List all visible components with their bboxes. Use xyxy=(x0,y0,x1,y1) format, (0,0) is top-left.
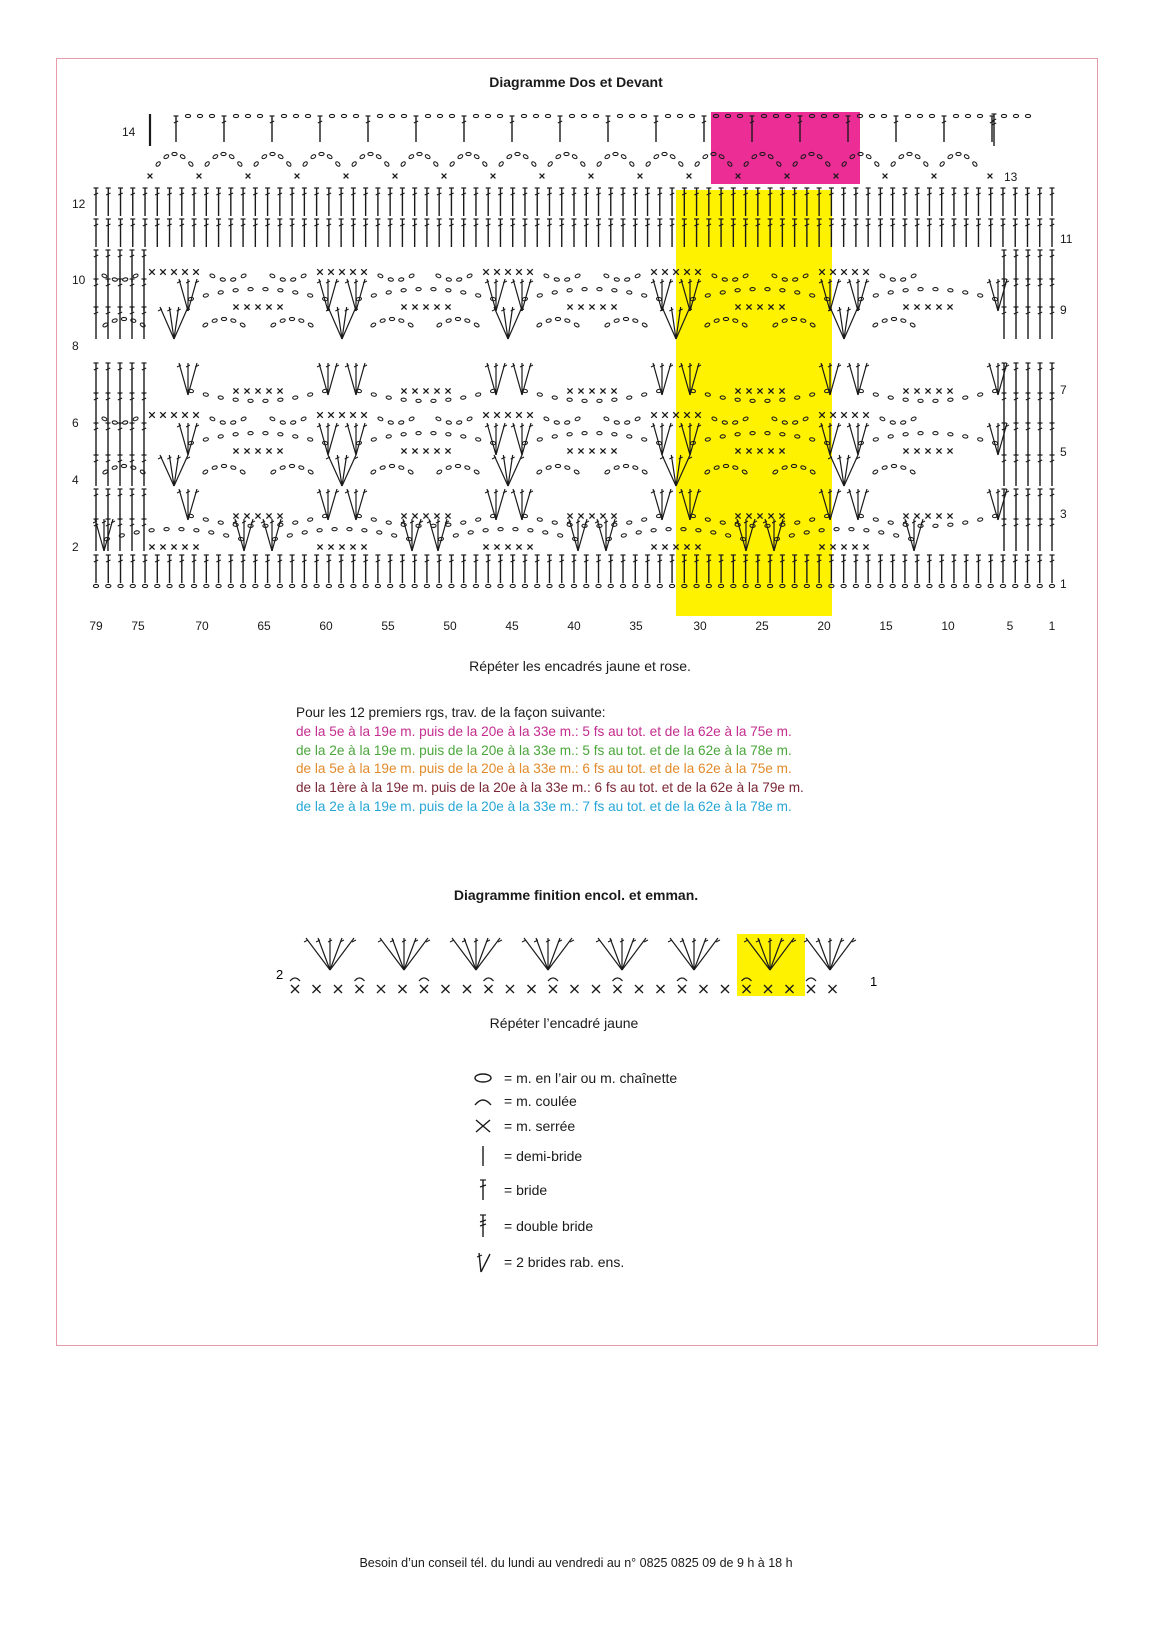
crochet-chart-back-front xyxy=(0,0,1152,640)
row-number-right: 13 xyxy=(1004,170,1018,184)
row-number-right: 5 xyxy=(1060,445,1067,459)
legend-label: = demi-bride xyxy=(504,1148,583,1164)
row-number-left: 12 xyxy=(72,197,86,211)
stitch-number-label: 1 xyxy=(1048,619,1056,633)
stitch-number-label: 35 xyxy=(629,619,643,633)
dc2tog-icon xyxy=(470,1250,496,1274)
row-number-right: 11 xyxy=(1060,232,1073,246)
row-number-left: 10 xyxy=(72,273,86,287)
row-labels-right xyxy=(1004,170,1073,591)
instruction-line: de la 1ère à la 19e m. puis de la 20e à la 33e m.: 6 fs au tot. et de la 62e à la 79e m. xyxy=(296,780,804,796)
legend-item xyxy=(470,1250,624,1274)
row-number-left: 6 xyxy=(72,416,79,430)
instructions-size-lines xyxy=(296,723,804,817)
double-crochet-icon xyxy=(470,1178,496,1202)
instruction-line: de la 2e à la 19e m. puis de la 20e à la 33e m.: 5 fs au tot. et de la 62e à la 78e m. xyxy=(296,742,792,758)
stitch-number-label: 55 xyxy=(381,619,395,633)
row-number-left: 14 xyxy=(122,125,136,139)
row-number-left: 4 xyxy=(72,473,79,487)
row-number-right: 9 xyxy=(1060,303,1067,317)
diagram-2-title: Diagramme finition encol. et emman. xyxy=(453,887,699,903)
legend-label: = double bride xyxy=(504,1218,594,1234)
finishing-row-label-left: 2 xyxy=(276,967,284,982)
crochet-chart-finishing xyxy=(0,920,1152,1000)
chain-stitch-icon xyxy=(470,1066,496,1090)
single-crochet-icon xyxy=(470,1114,496,1138)
row-number-right: 3 xyxy=(1060,507,1067,521)
instruction-line: de la 5e à la 19e m. puis de la 20e à la 33e m.: 5 fs au tot. et de la 62e à la 75e m. xyxy=(296,723,792,739)
treble-crochet-icon xyxy=(470,1214,496,1238)
row-number-right: 1 xyxy=(1060,577,1067,591)
legend-label: = m. serrée xyxy=(504,1118,576,1134)
stitch-number-label: 60 xyxy=(319,619,333,633)
repeat-box-yellow xyxy=(676,190,832,616)
legend-label: = bride xyxy=(504,1182,548,1198)
stitch-number-label: 5 xyxy=(1006,619,1014,633)
row-labels-left xyxy=(72,125,136,554)
stitch-rows xyxy=(93,114,1055,588)
stitch-number-label: 20 xyxy=(817,619,831,633)
legend-label: = m. coulée xyxy=(504,1093,577,1109)
legend-item xyxy=(470,1214,593,1238)
instructions-intro: Pour les 12 premiers rgs, trav. de la façon suivante: xyxy=(296,705,606,720)
stitch-count-labels xyxy=(89,619,1055,633)
row-number-left: 8 xyxy=(72,339,79,353)
diagram-1-caption: Répéter les encadrés jaune et rose. xyxy=(469,658,691,674)
footer-help-line: Besoin d’un conseil tél. du lundi au vendredi au n° 0825 0825 09 de 9 h à 18 h xyxy=(359,1556,793,1570)
legend-label: = 2 brides rab. ens. xyxy=(504,1254,625,1270)
instruction-line: de la 5e à la 19e m. puis de la 20e à la 33e m.: 6 fs au tot. et de la 62e à la 75e m. xyxy=(296,761,792,777)
legend-item xyxy=(470,1114,575,1138)
finishing-row-label-right: 1 xyxy=(870,974,878,989)
stitch-number-label: 45 xyxy=(505,619,519,633)
stitch-number-label: 10 xyxy=(941,619,955,633)
stitch-number-label: 15 xyxy=(879,619,893,633)
slip-stitch-icon xyxy=(470,1089,496,1113)
instructions-block xyxy=(296,704,804,817)
stitch-number-label: 50 xyxy=(443,619,457,633)
stitch-number-label: 79 xyxy=(89,619,103,633)
stitch-number-label: 25 xyxy=(755,619,769,633)
stitch-number-label: 65 xyxy=(257,619,271,633)
legend-item xyxy=(470,1066,677,1090)
diagram-1-title: Diagramme Dos et Devant xyxy=(489,74,663,90)
legend-item xyxy=(470,1178,547,1202)
half-double-crochet-icon xyxy=(470,1144,496,1168)
stitch-number-label: 75 xyxy=(131,619,145,633)
row-number-right: 7 xyxy=(1060,383,1067,397)
legend-item xyxy=(470,1089,577,1113)
stitch-number-label: 40 xyxy=(567,619,581,633)
legend-item xyxy=(470,1144,582,1168)
stitch-number-label: 30 xyxy=(693,619,707,633)
legend-label: = m. en l’air ou m. chaînette xyxy=(504,1070,678,1086)
instruction-line: de la 2e à la 19e m. puis de la 20e à la 33e m.: 7 fs au tot. et de la 62e à la 78e m. xyxy=(296,798,792,814)
repeat-box-pink xyxy=(711,112,860,184)
stitch-number-label: 70 xyxy=(195,619,209,633)
diagram-2-caption: Répéter l’encadré jaune xyxy=(489,1015,639,1031)
row-number-left: 2 xyxy=(72,540,79,554)
